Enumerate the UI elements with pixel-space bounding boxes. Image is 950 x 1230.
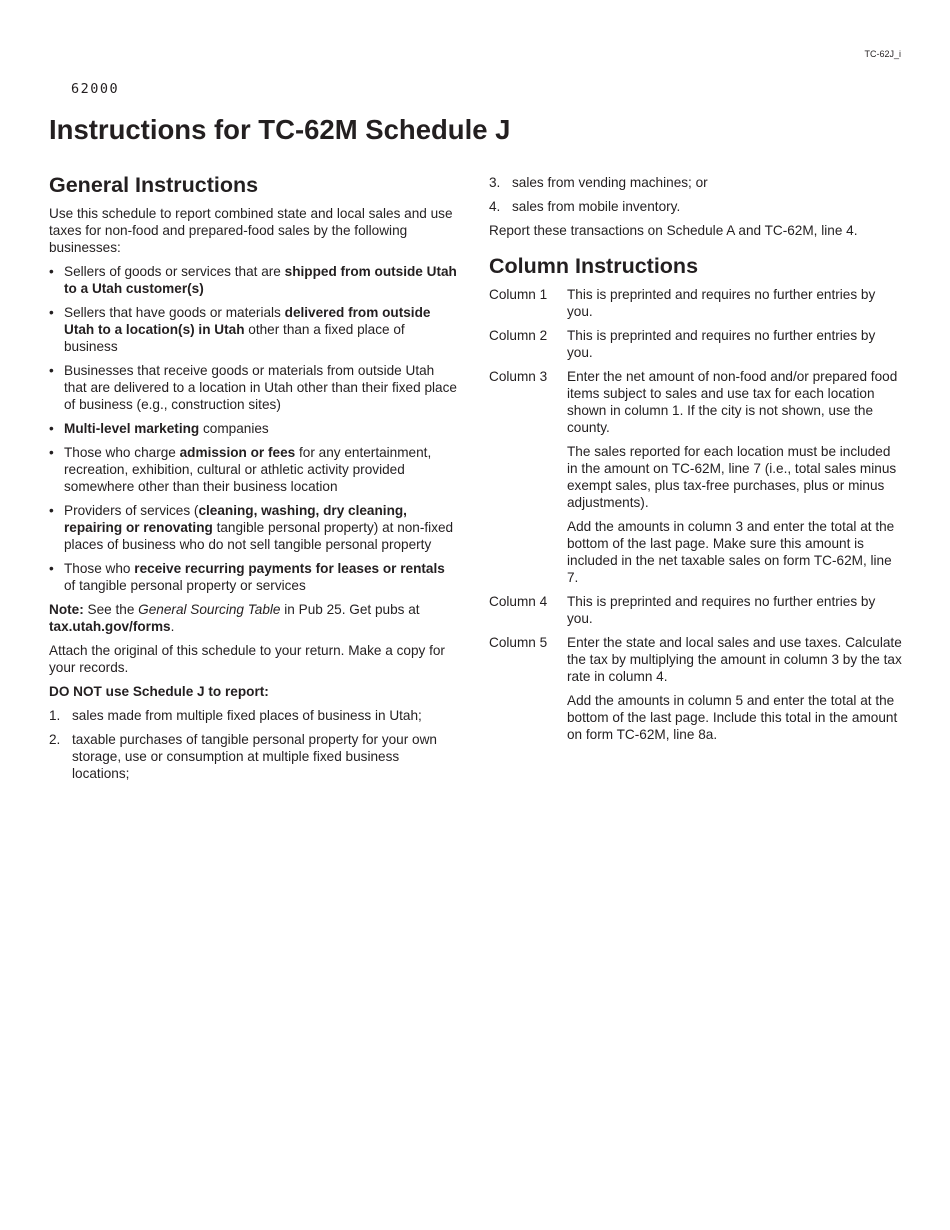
list-item: 4. sales from mobile inventory. xyxy=(489,199,681,214)
column-label: Column 3 xyxy=(489,369,548,384)
column-label: Column 5 xyxy=(489,635,548,650)
form-id: TC-62J_i xyxy=(864,49,901,59)
bullet-item: • Those who receive recurring payments for leases or rentals of tangible personal property or services xyxy=(49,560,459,594)
bullet-item: • Those who charge admission or fees for any entertainment, recreation, exhibition, cultural or athletic activity provided somewhere other than their business location xyxy=(49,444,459,495)
business-bullet-list xyxy=(49,263,459,594)
note-paragraph: Note: See the General Sourcing Table in Pub 25. Get pubs at tax.utah.gov/forms. xyxy=(49,602,420,634)
column-label: Column 1 xyxy=(489,287,548,302)
bullet-item: • Providers of services (cleaning, washing, dry cleaning, repairing or renovating tangible personal property) at non-fixed places of business who do not sell tangible personal property xyxy=(49,502,459,553)
left-column xyxy=(49,171,459,789)
bullet-item: • Businesses that receive goods or materials from outside Utah that are delivered to a location in Utah other than their fixed place of business (e.g., construction sites) xyxy=(49,362,459,413)
general-instructions-heading: General Instructions xyxy=(49,173,259,197)
do-not-heading: DO NOT use Schedule J to report: xyxy=(49,684,269,699)
do-not-list-continued xyxy=(489,174,904,215)
column-instructions-heading: Column Instructions xyxy=(489,254,699,278)
general-intro: Use this schedule to report combined state and local sales and use taxes for non-food and prepared-food sales by the following businesses: xyxy=(49,206,453,255)
report-note: Report these transactions on Schedule A and TC-62M, line 4. xyxy=(489,223,858,238)
column-1-row: Column 1 This is preprinted and requires no further entries by you. xyxy=(489,287,876,319)
list-item: 3. sales from vending machines; or xyxy=(489,175,708,190)
column-label: Column 2 xyxy=(489,328,548,343)
bullet-item: • Sellers of goods or services that are shipped from outside Utah to a Utah customer(s) xyxy=(49,263,459,297)
bullet-item: • Sellers that have goods or materials delivered from outside Utah to a location(s) in Utah other than a fixed place of business xyxy=(49,304,459,355)
form-number: 62000 xyxy=(71,81,120,97)
bullet-item: • Multi-level marketing companies xyxy=(49,420,459,437)
list-item: 1. sales made from multiple fixed places of business in Utah; xyxy=(49,708,422,723)
column-4-row: Column 4 This is preprinted and requires no further entries by you. xyxy=(489,594,876,626)
list-item: 2. taxable purchases of tangible personal property for your own storage, use or consumption at multiple fixed business locations; xyxy=(49,732,437,781)
column-2-row: Column 2 This is preprinted and requires no further entries by you. xyxy=(489,328,876,360)
column-label: Column 4 xyxy=(489,594,548,609)
column-3-row: Column 3 Enter the net amount of non-food and/or prepared food items subject to sales and use tax for each location shown in column 1. If the city is not shown, use the county. The sales reported for each location must be included in the amount on TC-62M, line 7 (i.e., total sales minus exempt sales, plus tax-free purchases, plus or minus adjustments). Add the amounts in column 3 and enter the total at the bottom of the last page. Make sure this amount is included in the net taxable sales on form TC-62M, line 7. xyxy=(489,369,898,585)
page-title: Instructions for TC-62M Schedule J xyxy=(49,114,511,145)
pubs-link[interactable]: tax.utah.gov/forms xyxy=(49,619,171,634)
do-not-list xyxy=(49,707,459,782)
column-5-row: Column 5 Enter the state and local sales and use taxes. Calculate the tax by multiplying the amount in column 3 by the tax rate in column 4. Add the amounts in column 5 and enter the total at the bottom of the last page. Include this total in the amount on form TC-62M, line 8a. xyxy=(489,635,902,742)
right-column xyxy=(489,174,904,750)
attach-paragraph: Attach the original of this schedule to your return. Make a copy for your records. xyxy=(49,643,445,675)
